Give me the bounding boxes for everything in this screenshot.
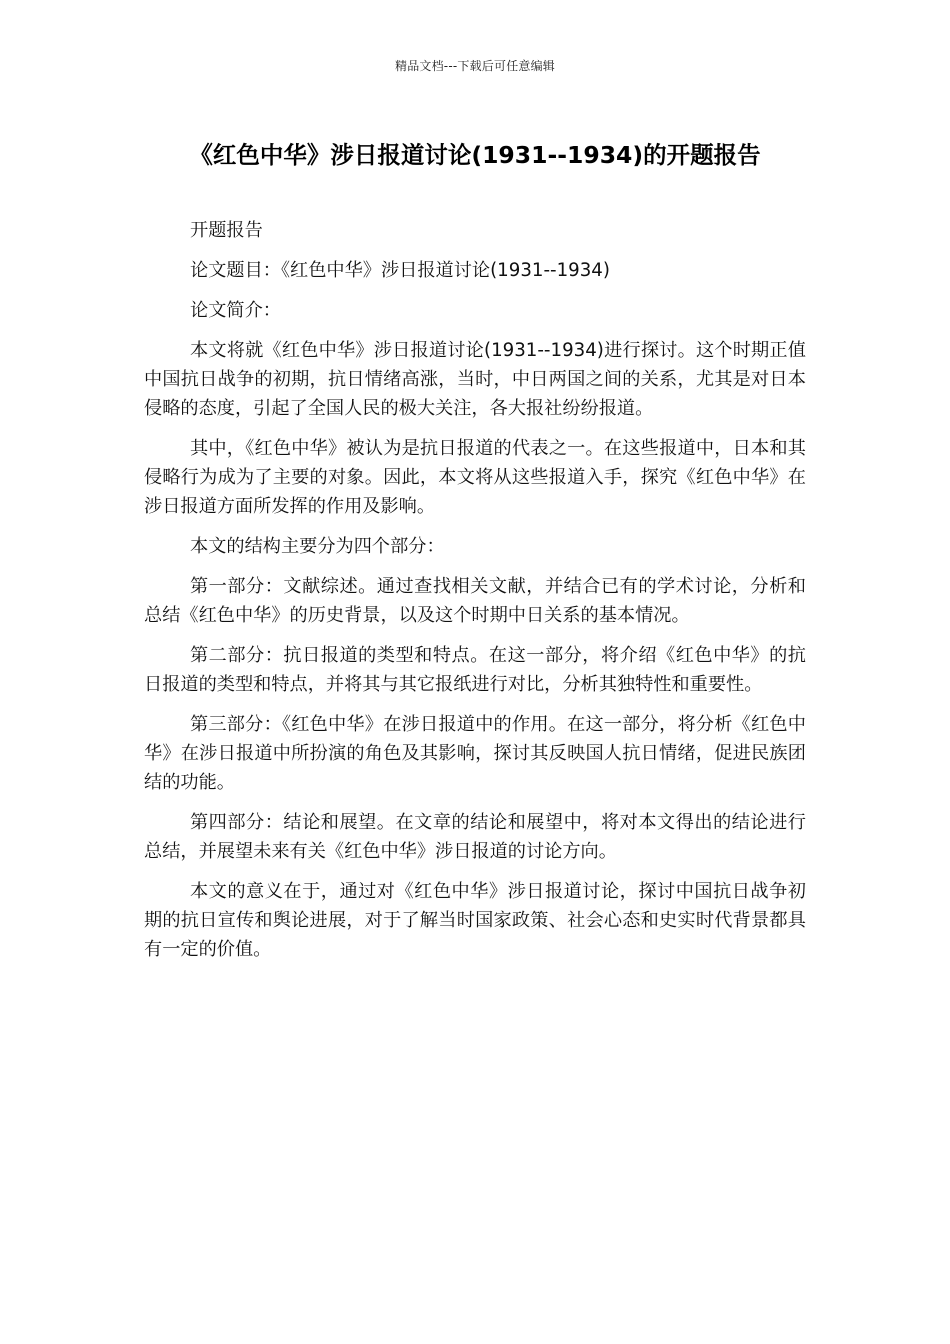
paragraph-part-three: 第三部分：《红色中华》在涉日报道中的作用。在这一部分，将分析《红色中华》在涉日报道中所扮演的角色及其影响，探讨其反映国人抗日情绪，促进民族团结的功能。 bbox=[144, 714, 806, 793]
paragraph-significance: 本文的意义在于，通过对《红色中华》涉日报道讨论，探讨中国抗日战争初期的抗日宣传和舆论进展，对于了解当时国家政策、社会心态和史实时代背景都具有一定的价值。 bbox=[144, 881, 806, 960]
document-title: 《红色中华》涉日报道讨论(1931--1934)的开题报告 bbox=[189, 141, 761, 169]
document-body bbox=[144, 216, 806, 975]
paragraph-representative: 其中，《红色中华》被认为是抗日报道的代表之一。在这些报道中，日本和其侵略行为成为了主要的对象。因此，本文将从这些报道入手，探究《红色中华》在涉日报道方面所发挥的作用及影响。 bbox=[144, 438, 806, 517]
paragraph-thesis-title: 论文题目：《红色中华》涉日报道讨论(1931--1934) bbox=[190, 260, 610, 281]
paragraph-intro-label: 论文简介： bbox=[190, 300, 281, 321]
paragraph-heading: 开题报告 bbox=[190, 220, 263, 241]
header-note: 精品文档---下载后可任意编辑 bbox=[395, 59, 555, 73]
paragraph-structure: 本文的结构主要分为四个部分： bbox=[190, 536, 445, 557]
paragraph-part-one: 第一部分：文献综述。通过查找相关文献，并结合已有的学术讨论，分析和总结《红色中华》的历史背景，以及这个时期中日关系的基本情况。 bbox=[144, 576, 806, 626]
paragraph-part-four: 第四部分：结论和展望。在文章的结论和展望中，将对本文得出的结论进行总结，并展望未来有关《红色中华》涉日报道的讨论方向。 bbox=[144, 812, 806, 862]
paragraph-intro: 本文将就《红色中华》涉日报道讨论(1931--1934)进行探讨。这个时期正值中国抗日战争的初期，抗日情绪高涨，当时，中日两国之间的关系，尤其是对日本侵略的态度，引起了全国人民的极大关注，各大报社纷纷报道。 bbox=[144, 340, 806, 419]
paragraph-part-two: 第二部分：抗日报道的类型和特点。在这一部分，将介绍《红色中华》的抗日报道的类型和特点，并将其与其它报纸进行对比，分析其独特性和重要性。 bbox=[144, 645, 806, 695]
